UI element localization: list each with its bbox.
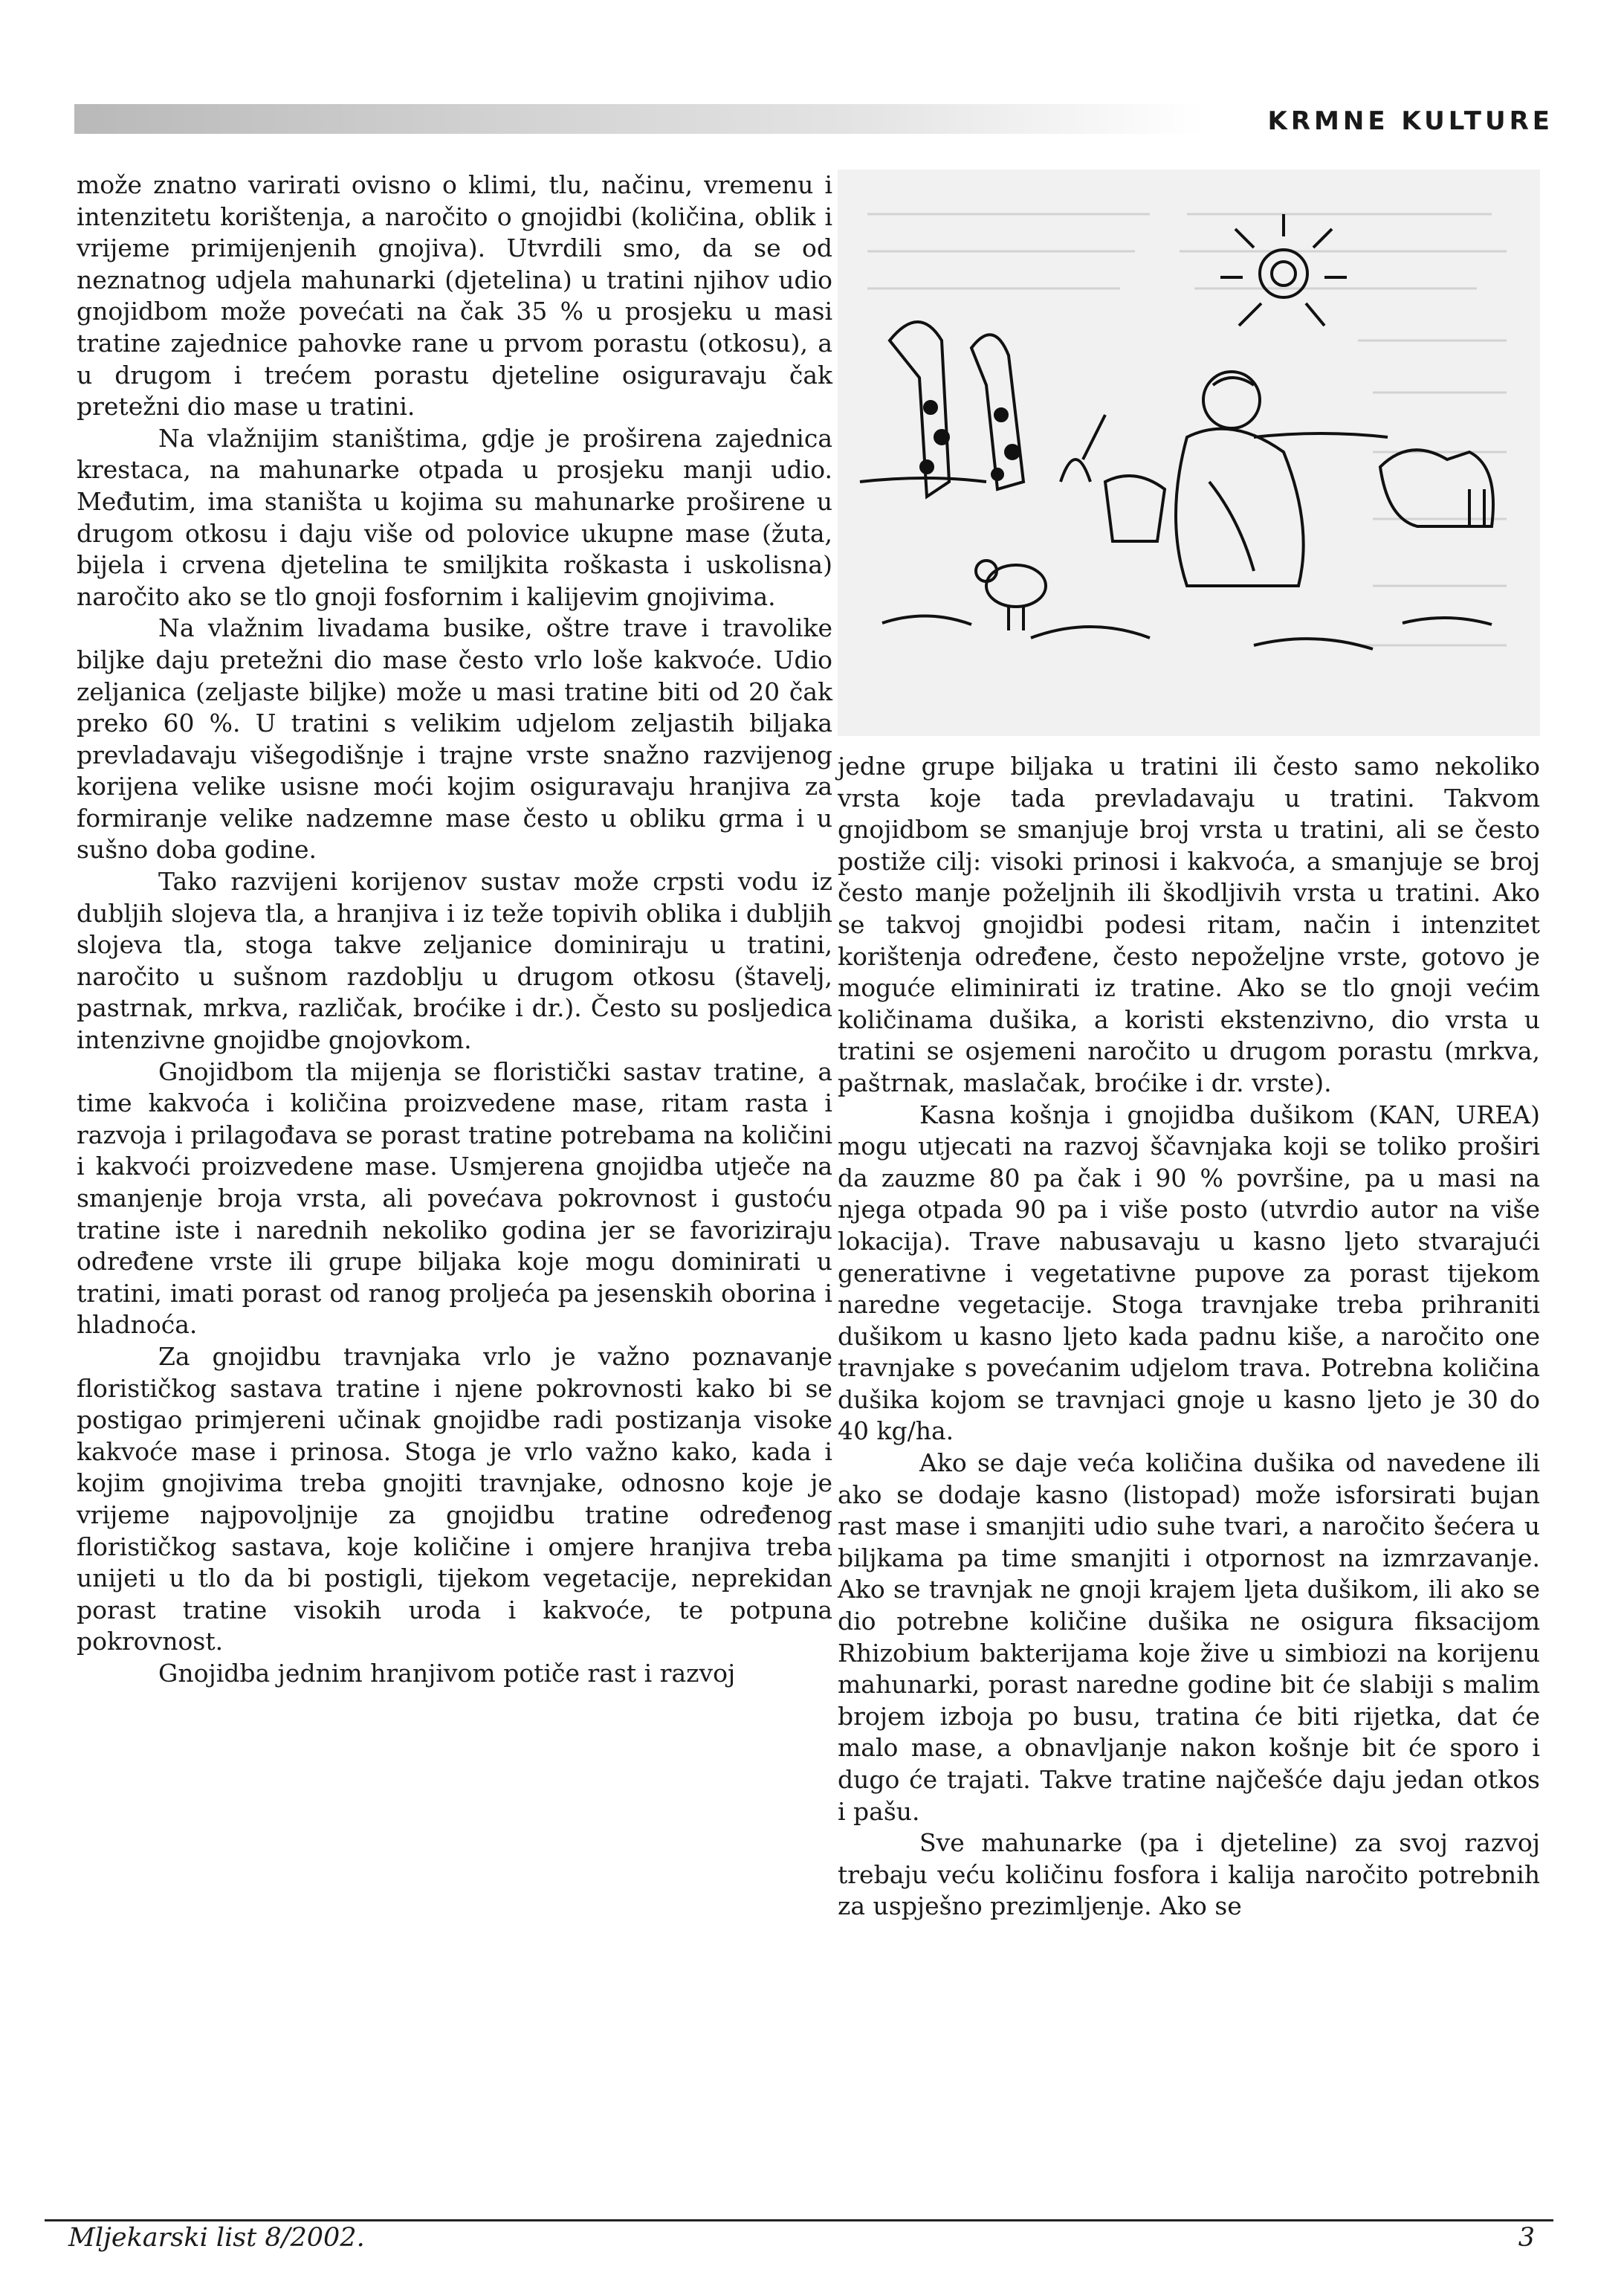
paragraph: Na vlažnim livadama busike, oštre trave i travolike biljke daju pretežni dio mase često vrlo loše kakvoće. Udio zeljanica (zeljaste biljke) može u masi tratine biti od 20 čak preko 60 %. U tratini s velikim udjelom zeljastih biljaka prevladavaju višegodišnje i trajne vrste snažno razvijenog korijena velike usisne moći kojim osiguravaju hranjiva za formiranje velike nadzemne mase često u obliku grma i u sušno doba godine. [77, 613, 832, 865]
right-column [838, 751, 1540, 1923]
paragraph: Tako razvijeni korijenov sustav može crpsti vodu iz dubljih slojeva tla, a hranjiva i iz teže topivih oblika i dubljih slojeva tla, stoga takve zeljanice dominiraju u tratini, naročito u sušnom razdoblju u drugom otkosu (štavelj, pastrnak, mrkva, različak, broćike i dr.). Često su posljedica intenzivne gnojidbe gnojovkom. [77, 867, 832, 1055]
paragraph: Kasna košnja i gnojidba dušikom (KAN, UREA) mogu utjecati na razvoj ščavnjaka koji se toliko proširi da zauzme 80 pa čak i 90 % površine, pa u masi na njega otpada 90 pa i više posto (utvrdio autor na više lokacija). Trave nabusavaju u kasno ljeto stvarajući generativne i vegetativne pupove za porast tijekom naredne vegetacije. Stoga travnjake treba prihraniti dušikom u kasno ljeto kada padnu kiše, a naročito one travnjake s povećanim udjelom trava. Potrebna količina dušika kojom se travnjaci gnoje u kasno ljeto je 30 do 40 kg/ha. [838, 1100, 1540, 1446]
paragraph: Gnojidbom tla mijenja se floristički sastav tratine, a time kakvoća i količina proizvedene mase, ritam rasta i razvoja i prilagođava se porast tratine potrebama na količini i kakvoći proizvedene mase. Usmjerena gnojidba utječe na smanjenje broja vrsta, ali povećava pokrovnost i gustoću tratine iste i narednih nekoliko godina jer se favoriziraju određene vrste ili grupe biljaka koje mogu dominirati u tratini, imati porast od ranog proljeća pa jesenskih oborina i hladnoća. [77, 1056, 832, 1340]
paragraph: Ako se daje veća količina dušika od navedene ili ako se dodaje kasno (listopad) može isforsirati bujan rast mase i smanjiti udio suhe tvari, a naročito šećera u biljkama pa time smanjiti i otpornost na izmrzavanje. Ako se travnjak ne gnoji krajem ljeta dušikom, ili ako se dio potrebne količine dušika ne osigura fiksacijom Rhizobium bakterijama koje žive u simbiozi na korijenu mahunarki, porast naredne godine bit će slabiji s malim brojem izboja po busu, tratina će biti rijetka, dat će malo mase, a obnavljanje nakon košnje bit će sporo i dugo će trajati. Takve tratine najčešće daju jedan otkos i pašu. [838, 1448, 1540, 1826]
paragraph: Za gnojidbu travnjaka vrlo je važno poznavanje florističkog sastava tratine i njene pokrovnosti kako bi se postigao primjereni učinak gnojidbe radi postizanja visoke kakvoće mase i prinosa. Stoga je vrlo važno kako, kada i kojim gnojivima treba gnojiti travnjake, odnosno koje je vrijeme najpovoljnije za gnojidbu tratine određenog florističkog sastava, koje količine i omjere hranjiva treba unijeti u tlo da bi postigli, tijekom vegetacije, neprekidan porast tratine visokih uroda i kakvoće, te potpuna pokrovnost. [77, 1341, 832, 1656]
paragraph: Na vlažnijim staništima, gdje je proširena zajednica krestaca, na mahunarke otpada u prosjeku manji udio. Međutim, ima staništa u kojima su mahunarke proširene u drugom otkosu i daju više od polovice ukupne mase (žuta, bijela i crvena djetelina te smiljkita roškasta i uskolisna) naročito ako se tlo gnoji fosfornim i kalijevim gnojivima. [77, 423, 832, 611]
cartoon-farmer-animals-image [838, 170, 1540, 736]
journal-citation: Mljekarski list 8/2002. [68, 2223, 365, 2253]
header-bar [74, 104, 1204, 134]
cartoon-illustration [838, 170, 1540, 736]
paragraph: može znatno varirati ovisno o klimi, tlu, načinu, vremenu i intenzitetu korištenja, a naročito o gnojidbi (količina, oblik i vrijeme primijenjenih gnojiva). Utvrdili smo, da se od neznatnog udjela mahunarki (djetelina) u tratini njihov udio gnojidbom može povećati na čak 35 % u prosjeku u masi tratine zajednice pahovke rane u prvom porastu (otkosu), a u drugom i trećem porastu djeteline osiguravaju čak pretežni dio mase u tratini. [77, 170, 832, 422]
paragraph: Sve mahunarke (pa i djeteline) za svoj razvoj trebaju veću količinu fosfora i kalija naročito potrebnih za uspješno prezimljenje. Ako se [838, 1828, 1540, 1921]
page-number: 3 [1518, 2223, 1535, 2253]
left-column [77, 170, 832, 1690]
paragraph: Gnojidba jednim hranjivom potiče rast i razvoj [158, 1658, 736, 1688]
section-title: KRMNE KULTURE [1267, 106, 1553, 136]
footer-divider [45, 2219, 1553, 2221]
paragraph: jedne grupe biljaka u tratini ili često samo nekoliko vrsta koje tada prevladavaju u tratini. Takvom gnojidbom se smanjuje broj vrsta u tratini, ali se često postiže cilj: visoki prinosi i kakvoća, a smanjuje se broj često manje poželjnih ili škodljivih vrsta u tratini. Ako se takvoj gnojidbi podesi ritam, način i intenzitet korištenja određene, često nepoželjne vrste, gotovo je moguće eliminirati iz tratine. Ako se tlo gnoji većim količinama dušika, a koristi ekstenzivno, dio vrsta u tratini se osjemeni naročito u drugom porastu (mrkva, paštrnak, maslačak, broćike i dr. vrste). [838, 752, 1540, 1097]
